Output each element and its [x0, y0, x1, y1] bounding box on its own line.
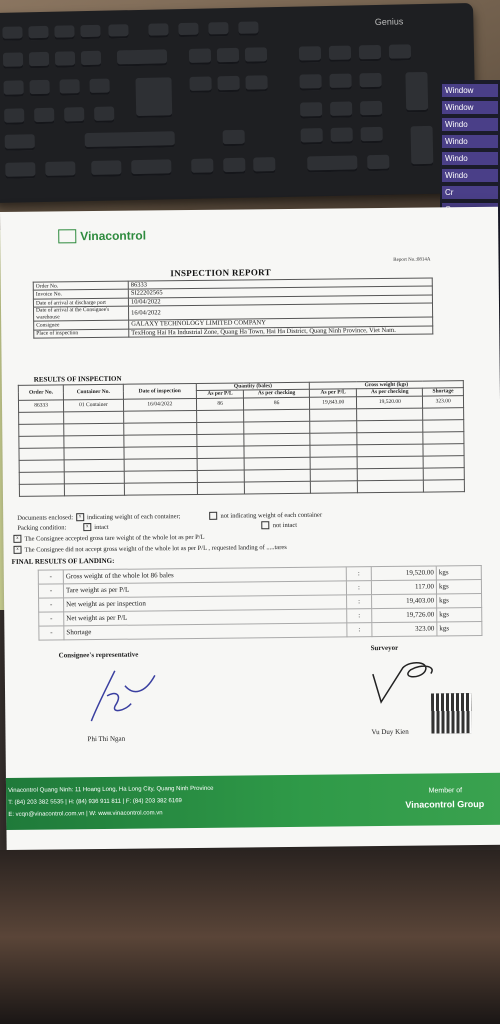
accept-text-1: The Consignee accepted gross tare weight of the whole lot as per P/L [24, 533, 205, 543]
table-row: - Gross weight of the whole lot 86 bales : 19,520.00 kgs [38, 565, 481, 584]
footer-member-of: Member of [428, 787, 463, 795]
accept-line-2 [13, 543, 286, 554]
info-value: SI22202565 [128, 286, 432, 298]
report-number: Report No.:0814A [393, 257, 431, 263]
checkbox-checked: x [76, 513, 84, 521]
inspection-report-page [0, 207, 500, 850]
final-label: Shortage [64, 623, 347, 640]
monitor-item: Windo [442, 118, 498, 131]
final-value: 323.00 [372, 622, 437, 637]
final-unit: kgs [436, 565, 481, 579]
table-row: - Shortage : 323.00 kgs [39, 621, 482, 640]
cell-container: 01 Container [64, 399, 124, 412]
info-value: 10/04/2022 [128, 295, 432, 307]
info-value: 86333 [128, 278, 432, 290]
cell-gross-pl: 19,843.00 [310, 396, 357, 408]
accept-line-1 [13, 533, 204, 543]
checkbox-checked: x [83, 523, 91, 531]
checkbox-checked: x [13, 535, 21, 543]
surveyor-label: Surveyor [370, 643, 399, 653]
accept-text-2: The Consignee did not accept gross weight of the whole lot as per P/L , requested landing of .....tares [24, 543, 287, 554]
monitor-item: Windo [442, 169, 498, 182]
vinacontrol-logo [58, 228, 146, 243]
info-key: Place of inspection [34, 329, 129, 338]
final-results-table [38, 565, 483, 641]
cell-shortage: 323.00 [423, 395, 464, 407]
consignee-signature [85, 665, 166, 726]
surveyor-name: Vu Duy Kien [371, 727, 409, 737]
info-value: TexHong Hai Ha Industrial Zone, Quang Ha Town, Hai Ha District, Quang Ninh Province, Viet Nam. [129, 325, 433, 337]
col-order: Order No. [18, 385, 63, 400]
final-unit: kgs [437, 621, 482, 635]
final-value: 19,726.00 [372, 608, 437, 623]
final-unit: kgs [437, 607, 482, 621]
monitor-item: Window [442, 101, 498, 114]
monitor-item: Window [442, 84, 498, 97]
col-qty-check: As per checking [243, 390, 309, 398]
final-value: 19,520.00 [371, 566, 436, 581]
info-key: Date of arrival at the Consignee's warehouse [34, 307, 129, 322]
final-label: Tare weight as per P/L [63, 581, 346, 598]
lap-background [0, 850, 500, 1024]
info-value: 16/04/2022 [128, 303, 432, 320]
footer-address: Vinacontrol Quang Ninh: 11 Hoang Long, Ha Long City, Quang Ninh Province [8, 785, 214, 794]
keyboard [0, 3, 477, 203]
report-title: INSPECTION REPORT [170, 267, 271, 279]
col-qty-pl: As per P/L [196, 390, 243, 398]
checkbox-unchecked [262, 521, 270, 529]
col-date: Date of inspection [123, 383, 197, 398]
results-heading: RESULTS OF INSPECTION [33, 374, 122, 384]
footer-band [6, 773, 500, 830]
final-value: 117.00 [371, 580, 436, 595]
results-table [18, 380, 465, 496]
col-gross: Gross weight (kgs) [309, 381, 463, 390]
logo-text: Vinacontrol [80, 228, 147, 244]
packing-option-2: not intact [272, 521, 298, 529]
monitor-item: Windo [442, 135, 498, 148]
checkbox-checked: x [13, 546, 21, 554]
final-label: Gross weight of the whole lot 86 bales [63, 567, 346, 584]
final-results-heading: FINAL RESULTS OF LANDING: [11, 556, 115, 566]
monitor-item: Cr [442, 186, 498, 199]
monitor-item: Windo [442, 152, 498, 165]
qr-code [431, 693, 471, 733]
footer-phone: T: (84) 203 382 5535 | H: (84) 936 911 811 | F: (84) 203 382 6169 [8, 798, 182, 806]
cell-qty-check: 86 [244, 397, 310, 410]
footer-group-name: Vinacontrol Group [405, 798, 485, 810]
cell-qty-pl: 86 [196, 398, 243, 410]
cell-date: 16/04/2022 [123, 398, 196, 411]
table-row: - Tare weight as per P/L : 117.00 kgs [38, 579, 481, 598]
packing-label: Packing condition: [17, 523, 67, 532]
col-quantity: Quantity (bales) [196, 382, 309, 390]
scales-icon [58, 229, 76, 243]
col-gross-pl: As per P/L [310, 389, 357, 397]
col-shortage: Shortage [423, 388, 464, 396]
checkbox-unchecked [209, 512, 217, 520]
table-row: - Net weight as per P/L : 19,726.00 kgs [39, 607, 482, 626]
table-row: - Net weight as per inspection : 19,403.00 kgs [39, 593, 482, 612]
final-label: Net weight as per P/L [64, 609, 347, 626]
consignee-name: Phi Thi Ngan [87, 734, 126, 744]
keyboard-brand: Genius [374, 16, 404, 28]
consignee-rep-label: Consignee's representative [58, 650, 139, 660]
cell-gross-check: 19,520.00 [357, 396, 423, 409]
documents-option-2: not indicating weight of each container [220, 511, 323, 520]
final-unit: kgs [437, 593, 482, 607]
packing-condition-line [17, 521, 297, 532]
documents-option-1: indicating weight of each container; [86, 512, 181, 521]
final-unit: kgs [436, 579, 481, 593]
info-value: GALAXY TECHNOLOGY LIMITED COMPANY [129, 317, 433, 329]
final-value: 19,403.00 [372, 594, 437, 609]
info-key: Invoice No. [33, 290, 128, 299]
order-info-table [33, 277, 434, 338]
footer-email: E: vcqn@vinacontrol.com.vn | W: www.vinacontrol.com.vn [8, 810, 163, 818]
documents-label: Documents enclosed: [17, 513, 74, 522]
info-key: Order No. [33, 281, 128, 290]
packing-option-1: intact [94, 523, 109, 531]
final-label: Net weight as per inspection [64, 595, 347, 612]
cell-order: 86333 [18, 399, 63, 411]
info-key: Date of arrival at discharge port [33, 298, 128, 307]
col-gross-check: As per checking [357, 388, 423, 396]
info-key: Consignee [34, 320, 129, 329]
col-container: Container No. [64, 384, 124, 399]
